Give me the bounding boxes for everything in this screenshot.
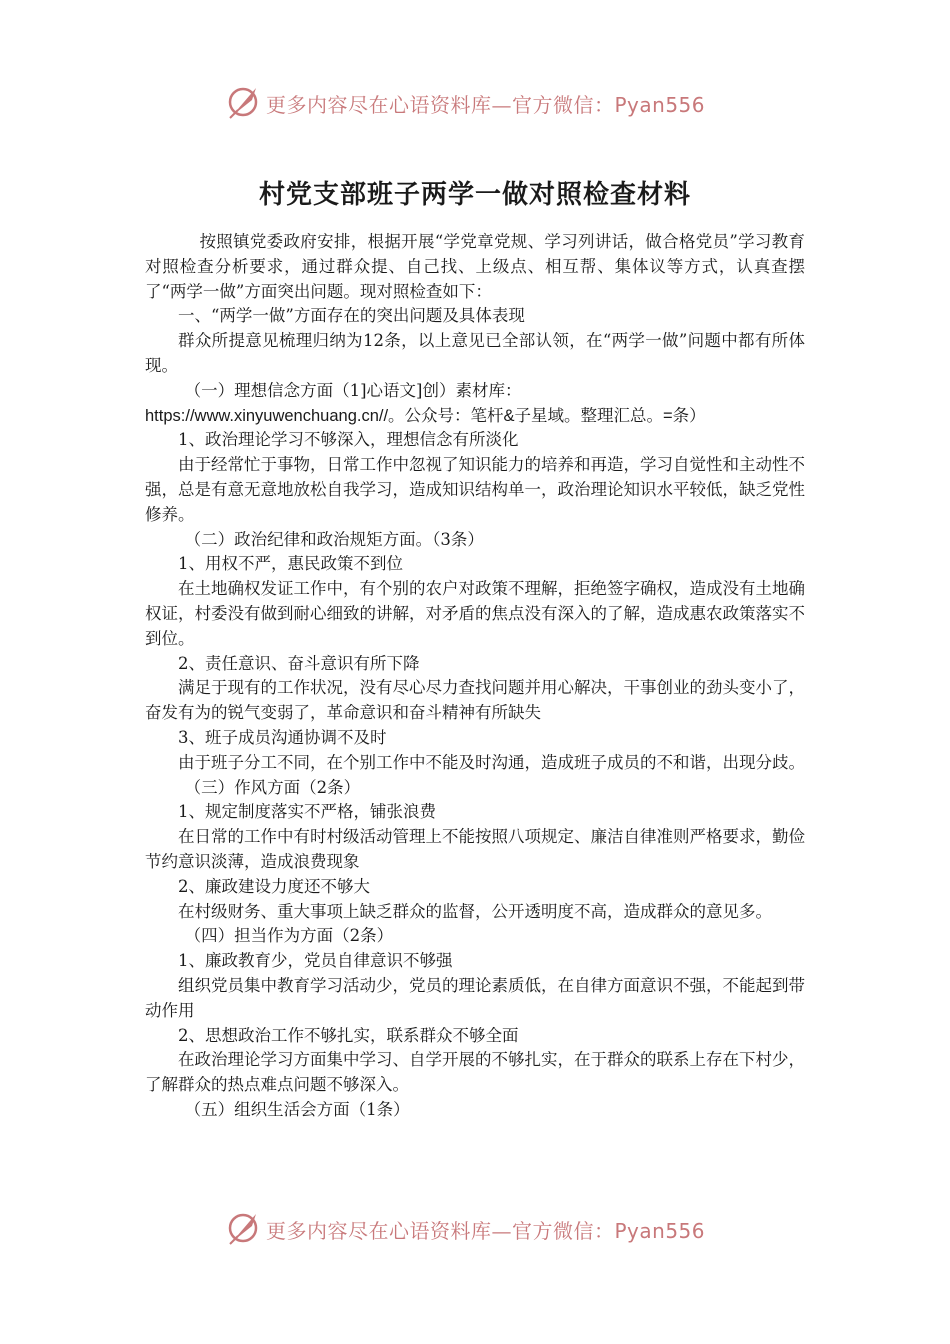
feather-pen-logo-icon xyxy=(226,1208,262,1248)
item-heading: 1、政治理论学习不够深入，理想信念有所淡化 xyxy=(178,430,519,450)
subsection-heading: （三）作风方面（2条） xyxy=(184,777,361,797)
item-heading: 3、班子成员沟通协调不及时 xyxy=(178,727,387,747)
banner-text: 更多内容尽在心语资料库—官方微信：Pyan556 xyxy=(266,93,706,117)
item-heading: 2、思想政治工作不够扎实，联系群众不够全面 xyxy=(178,1025,519,1045)
item-heading: 2、廉政建设力度还不够大 xyxy=(178,876,370,896)
body-paragraph: 在政治理论学习方面集中学习、自学开展的不够扎实，在于群众的联系上存在下村少，了解群众的热点难点问题不够深入。 xyxy=(145,1050,805,1095)
document-title: 村党支部班子两学一做对照检查材料 xyxy=(258,180,691,210)
item-heading: 1、用权不严，惠民政策不到位 xyxy=(178,554,403,574)
body-paragraph: 满足于现有的工作状况，没有尽心尽力查找问题并用心解决，干事创业的劲头变小了，奋发有为的锐气变弱了，革命意识和奋斗精神有所缺失 xyxy=(145,678,805,723)
subsection-heading: （四）担当作为方面（2条） xyxy=(184,926,394,946)
footer-watermark-banner xyxy=(0,1208,950,1248)
subsection-heading: （五）组织生活会方面（1条） xyxy=(184,1099,410,1119)
body-paragraph: 在土地确权发证工作中，有个别的农户对政策不理解，拒绝签字确权，造成没有土地确权证，村委没有做到耐心细致的讲解，对矛盾的焦点没有深入的了解，造成惠农政策落实不到位。 xyxy=(145,579,805,648)
body-paragraph: 群众所提意见梳理归纳为12条，以上意见已全部认领，在“两学一做”问题中都有所体现。 xyxy=(145,331,805,375)
document-body xyxy=(145,230,805,1123)
item-heading: 1、规定制度落实不严格，铺张浪费 xyxy=(178,802,436,822)
url-text: https://www.xinyuwenchuang.cn//。公众号：笔杆&子星域。整理汇总。=条） xyxy=(145,406,706,425)
section-heading: 一、“两学一做”方面存在的突出问题及具体表现 xyxy=(178,306,525,326)
header-watermark-banner xyxy=(0,82,950,122)
item-heading: 1、廉政教育少，党员自律意识不够强 xyxy=(178,951,453,971)
body-paragraph: 组织党员集中教育学习活动少，党员的理论素质低，在自律方面意识不强，不能起到带动作用 xyxy=(145,975,805,1020)
subsection-heading: （二）政治纪律和政治规矩方面。（3条） xyxy=(184,529,484,549)
body-paragraph: 由于班子分工不同，在个别工作中不能及时沟通，造成班子成员的不和谐，出现分歧。 xyxy=(178,752,805,772)
intro-paragraph: 按照镇党委政府安排，根据开展“学党章党规、学习列讲话，做合格党员”学习教育对照检查分析要求，通过群众提、自己找、上级点、相互帮、集体议等方式，认真查摆了“两学一做”方面突出问题。现对照检查如下： xyxy=(145,232,805,301)
body-paragraph: 在村级财务、重大事项上缺乏群众的监督，公开透明度不高，造成群众的意见多。 xyxy=(178,901,772,921)
banner-text: 更多内容尽在心语资料库—官方微信：Pyan556 xyxy=(266,1219,706,1243)
feather-pen-logo-icon xyxy=(226,82,262,122)
subsection-heading: （一）理想信念方面（1]心语文]创）素材库： xyxy=(184,380,522,400)
body-paragraph: 在日常的工作中有时村级活动管理上不能按照八项规定、廉洁自律准则严格要求，勤俭节约意识淡薄，造成浪费现象 xyxy=(145,827,805,871)
body-paragraph: 由于经常忙于事物，日常工作中忽视了知识能力的培养和再造，学习自觉性和主动性不强，总是有意无意地放松自我学习，造成知识结构单一，政治理论知识水平较低，缺乏党性修养。 xyxy=(145,455,805,524)
item-heading: 2、责任意识、奋斗意识有所下降 xyxy=(178,653,420,673)
